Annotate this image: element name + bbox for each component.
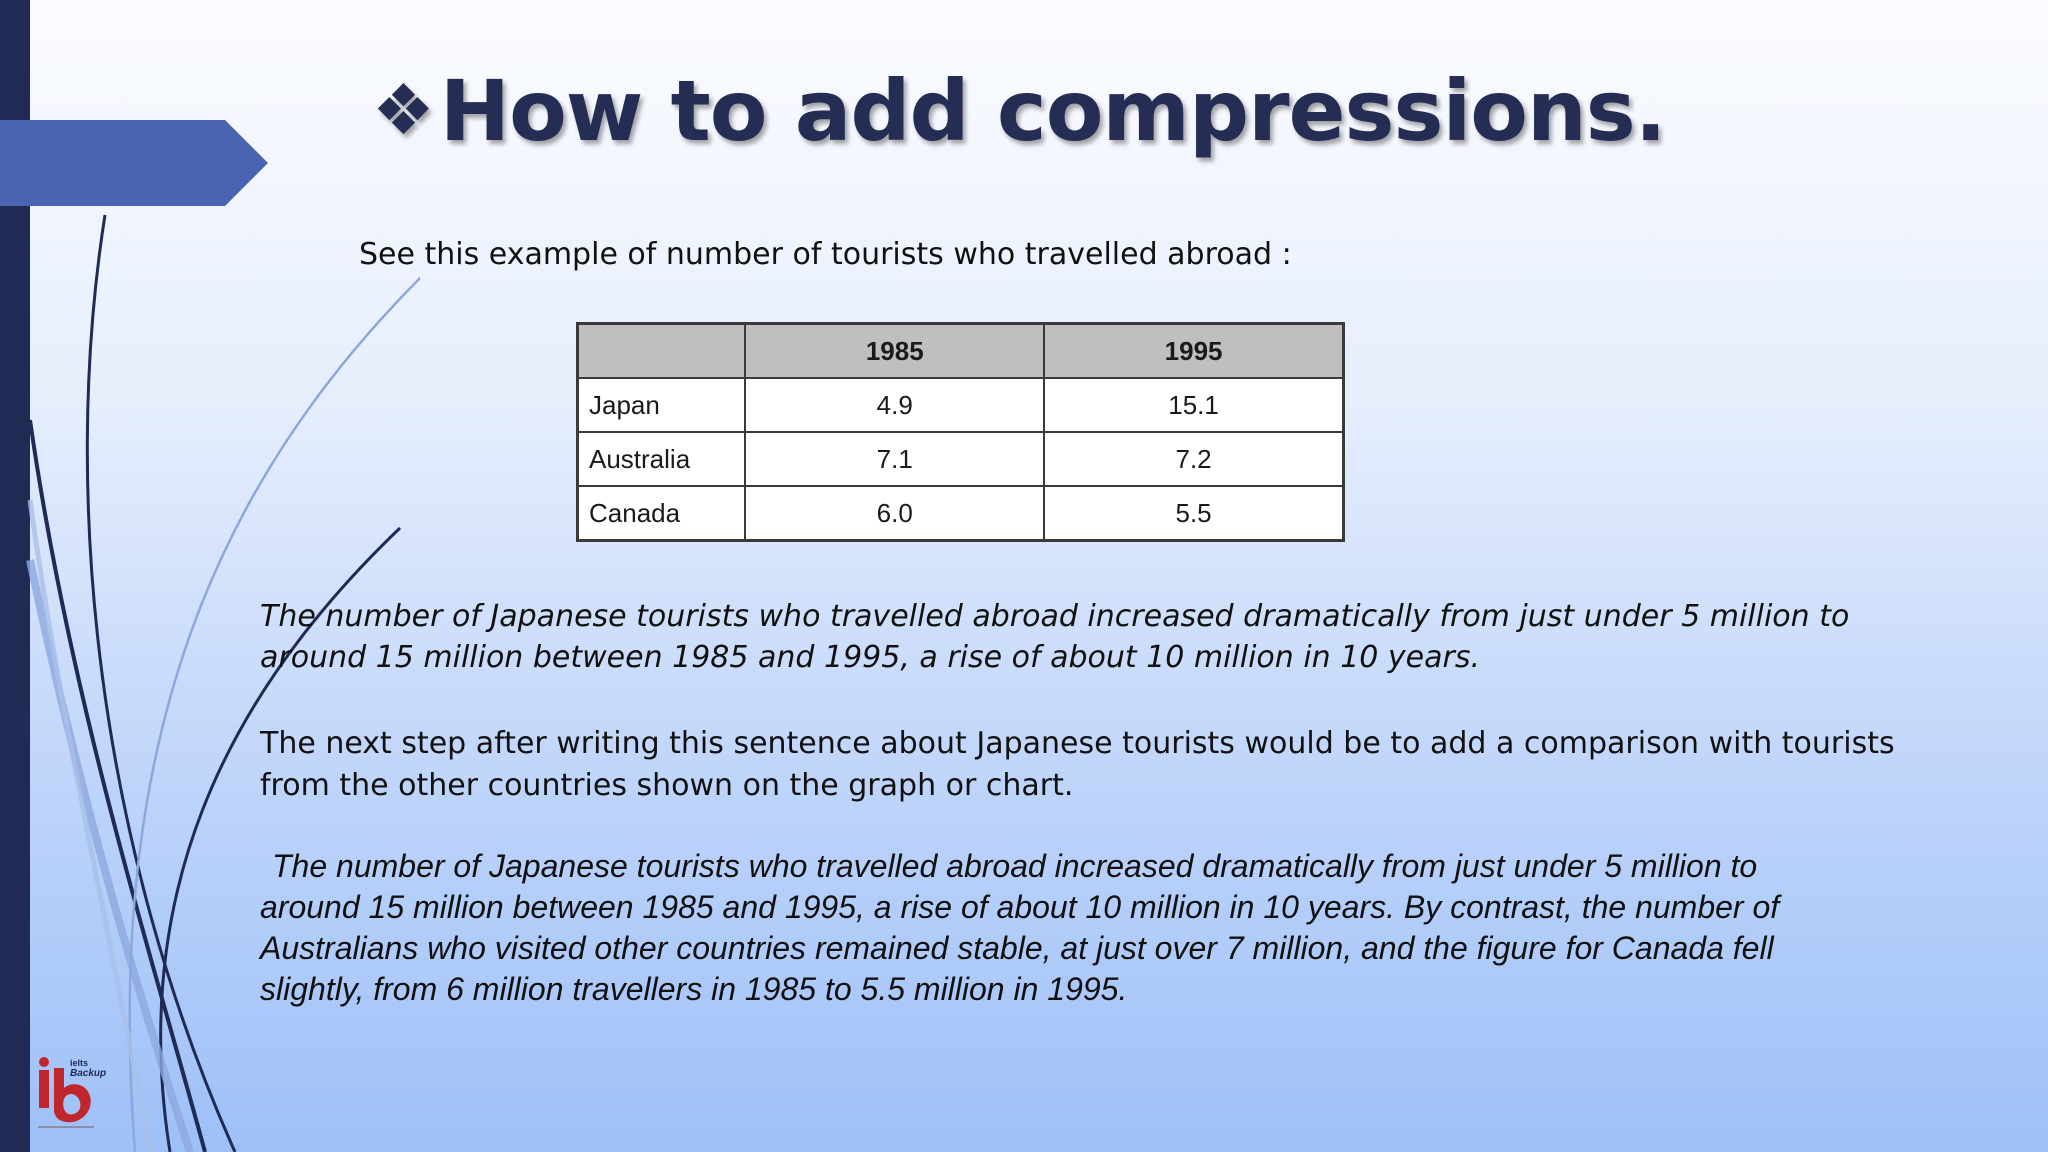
slide-title-text: How to add compressions.: [439, 62, 1666, 160]
table-cell-country: Japan: [578, 378, 746, 432]
table-cell-1995: 5.5: [1044, 486, 1343, 541]
table-header-corner: [578, 324, 746, 379]
tourists-table: [576, 322, 1345, 542]
table-header-row: [578, 324, 1344, 379]
table-row: [578, 432, 1344, 486]
table-row: [578, 486, 1344, 541]
ielts-backup-logo: [34, 1052, 124, 1130]
slide-title: [372, 62, 1666, 160]
table-header-1995: 1995: [1044, 324, 1343, 379]
table-cell-1985: 6.0: [745, 486, 1044, 541]
next-step-paragraph: The next step after writing this sentence about Japanese tourists would be to add a comparison with tourists from the other countries shown on the graph or chart.: [260, 726, 1895, 803]
intro-text: See this example of number of tourists who travelled abroad :: [359, 237, 1292, 272]
table-cell-1995: 7.2: [1044, 432, 1343, 486]
table-cell-1985: 7.1: [745, 432, 1044, 486]
svg-text:Backup: Backup: [70, 1068, 107, 1079]
example-sentence-paragraph: The number of Japanese tourists who travelled abroad increased dramatically from just under 5 million to around 15 million between 1985 and 1995, a rise of about 10 million in 10 years.: [260, 599, 1850, 675]
table-cell-country: Australia: [578, 432, 746, 486]
table-row: [578, 378, 1344, 432]
table-cell-1985: 4.9: [745, 378, 1044, 432]
svg-text:ielts: ielts: [70, 1058, 89, 1068]
diamond-bullet-icon: ❖: [372, 69, 434, 151]
table-header-1985: 1985: [745, 324, 1044, 379]
comparison-example-paragraph: The number of Japanese tourists who travelled abroad increased dramatically from just under 5 million to around 15 million between 1985 and 1995, a rise of about 10 million in 10 years. By contrast, the number of Australians who visited other countries remained stable, at just over 7 million, and the figure for Canada fell slightly, from 6 million travellers in 1985 to 5.5 million in 1995.: [260, 848, 1780, 1007]
table-cell-country: Canada: [578, 486, 746, 541]
table-cell-1995: 15.1: [1044, 378, 1343, 432]
